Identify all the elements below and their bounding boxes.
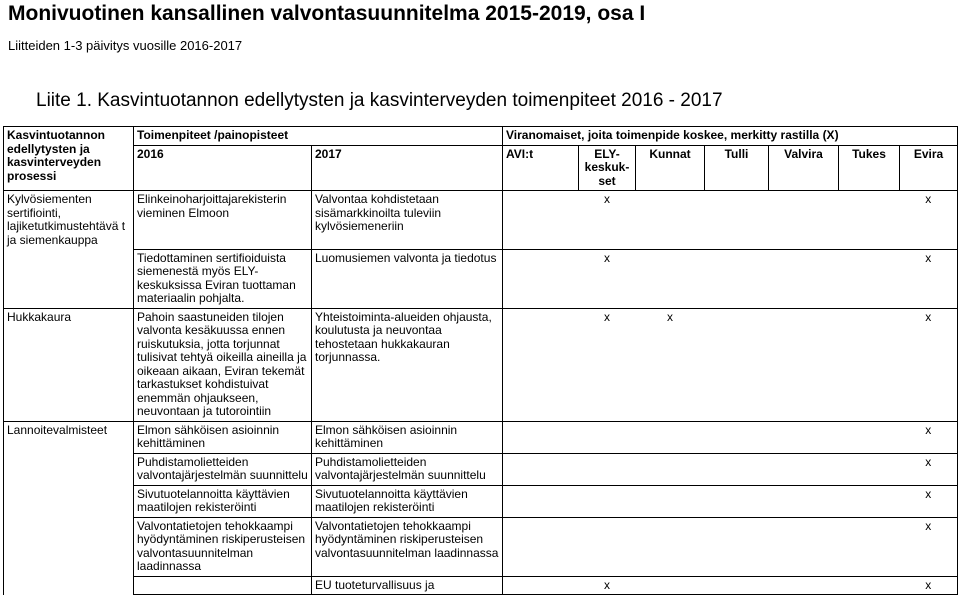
measure-2016-cell [134,576,312,595]
mark-ely: x [579,249,636,308]
measure-2016-cell: Puhdistamolietteiden valvontajärjestelmän suunnittelu [134,453,312,485]
header-row-2 [4,145,958,191]
mark-tulli [705,485,769,517]
mark-kunnat [636,421,705,453]
process-cell [4,249,134,308]
header-authorities: Viranomaiset, joita toimenpide koskee, merkitty rastilla (X) [503,127,958,146]
table-row [4,485,958,517]
header-authority-tukes: Tukes [839,145,900,191]
process-cell: Kylvösiementen sertifiointi, lajiketutkimustehtävä t ja siemenkauppa [4,191,134,250]
mark-kunnat [636,191,705,250]
header-measures: Toimenpiteet /painopisteet [134,127,503,146]
mark-tukes [839,308,900,421]
mark-valvira [769,191,839,250]
document-subtitle: Liitteiden 1-3 päivitys vuosille 2016-2017 [8,38,243,53]
mark-ely: x [579,191,636,250]
mark-tulli [705,308,769,421]
header-authority-tulli: Tulli [705,145,769,191]
mark-evira: x [900,517,958,576]
mark-tulli [705,191,769,250]
table-row [4,517,958,576]
mark-ely [579,421,636,453]
mark-kunnat [636,249,705,308]
table-row [4,453,958,485]
document-title: Monivuotinen kansallinen valvontasuunnitelma 2015-2019, osa I [8,2,646,25]
appendix-title: Liite 1. Kasvintuotannon edellytysten ja kasvinterveyden toimenpiteet 2016 - 2017 [36,90,723,111]
mark-ely [579,517,636,576]
mark-ely: x [579,308,636,421]
measures-table [3,126,958,595]
mark-avi [503,517,579,576]
mark-kunnat [636,485,705,517]
mark-valvira [769,485,839,517]
measure-2016-cell: Pahoin saastuneiden tilojen valvonta kesäkuussa ennen ruiskutuksia, jotta torjunnat tulisivat tehtyä oikeilla aineilla ja oikeaan aikaan, Eviran tekemät tarkastukset kohdistuivat enemmän ohjaukseen, neuvontaan ja tutorointiin [134,308,312,421]
mark-tukes [839,576,900,595]
header-authority-valvira: Valvira [769,145,839,191]
measure-2016-cell: Elmon sähköisen asioinnin kehittäminen [134,421,312,453]
table-row [4,191,958,250]
mark-avi [503,308,579,421]
header-authority-evira: Evira [900,145,958,191]
measure-2017-cell: Elmon sähköisen asioinnin kehittäminen [312,421,503,453]
table-row [4,576,958,595]
table-row [4,249,958,308]
mark-kunnat [636,517,705,576]
measure-2017-cell: Luomusiemen valvonta ja tiedotus [312,249,503,308]
mark-tulli [705,517,769,576]
mark-tukes [839,517,900,576]
measure-2017-cell: Yhteistoiminta-alueiden ohjausta, koulutusta ja neuvontaa tehostetaan hukkakauran torjunnassa. [312,308,503,421]
measure-2016-cell: Valvontatietojen tehokkaampi hyödyntäminen riskiperusteisen valvontasuunnitelman laadinnassa [134,517,312,576]
header-authority-ely: ELY-keskuk-set [579,145,636,191]
header-authority-avi: AVI:t [503,145,579,191]
process-cell [4,576,134,595]
mark-tukes [839,249,900,308]
mark-tukes [839,485,900,517]
mark-valvira [769,517,839,576]
mark-avi [503,576,579,595]
measure-2017-cell: Valvontatietojen tehokkaampi hyödyntäminen riskiperusteisen valvontasuunnitelman laadinnassa [312,517,503,576]
mark-kunnat: x [636,308,705,421]
mark-tukes [839,191,900,250]
mark-tulli [705,576,769,595]
header-authority-kunnat: Kunnat [636,145,705,191]
process-cell [4,485,134,517]
header-row-1 [4,127,958,146]
header-year-2016: 2016 [134,145,312,191]
measure-2016-cell: Elinkeinoharjoittajarekisterin vieminen Elmoon [134,191,312,250]
mark-kunnat [636,576,705,595]
table-row [4,308,958,421]
process-cell [4,517,134,576]
table-row [4,421,958,453]
measure-2017-cell: EU tuoteturvallisuus ja [312,576,503,595]
mark-valvira [769,453,839,485]
mark-tulli [705,249,769,308]
mark-evira: x [900,249,958,308]
measure-2016-cell: Tiedottaminen sertifioiduista siemenestä myös ELY-keskuksissa Eviran tuottaman materiaalin pohjalta. [134,249,312,308]
mark-ely [579,485,636,517]
mark-valvira [769,576,839,595]
mark-tukes [839,421,900,453]
mark-ely [579,453,636,485]
mark-evira: x [900,576,958,595]
mark-avi [503,453,579,485]
mark-avi [503,191,579,250]
mark-valvira [769,249,839,308]
mark-evira: x [900,421,958,453]
process-cell [4,453,134,485]
mark-tukes [839,453,900,485]
process-cell: Hukkakaura [4,308,134,421]
mark-tulli [705,421,769,453]
mark-evira: x [900,308,958,421]
mark-valvira [769,308,839,421]
measure-2017-cell: Valvontaa kohdistetaan sisämarkkinoilta tuleviin kylvösiemeneriin [312,191,503,250]
header-process: Kasvintuotannon edellytysten ja kasvinterveyden prosessi [4,127,134,191]
header-year-2017: 2017 [312,145,503,191]
measure-2017-cell: Puhdistamolietteiden valvontajärjestelmän suunnittelu [312,453,503,485]
mark-avi [503,249,579,308]
process-cell: Lannoitevalmisteet [4,421,134,453]
mark-evira: x [900,453,958,485]
mark-tulli [705,453,769,485]
mark-kunnat [636,453,705,485]
mark-evira: x [900,485,958,517]
mark-valvira [769,421,839,453]
measure-2016-cell: Sivutuotelannoitta käyttävien maatilojen rekisteröinti [134,485,312,517]
mark-avi [503,421,579,453]
mark-avi [503,485,579,517]
measure-2017-cell: Sivutuotelannoitta käyttävien maatilojen rekisteröinti [312,485,503,517]
mark-evira: x [900,191,958,250]
mark-ely: x [579,576,636,595]
